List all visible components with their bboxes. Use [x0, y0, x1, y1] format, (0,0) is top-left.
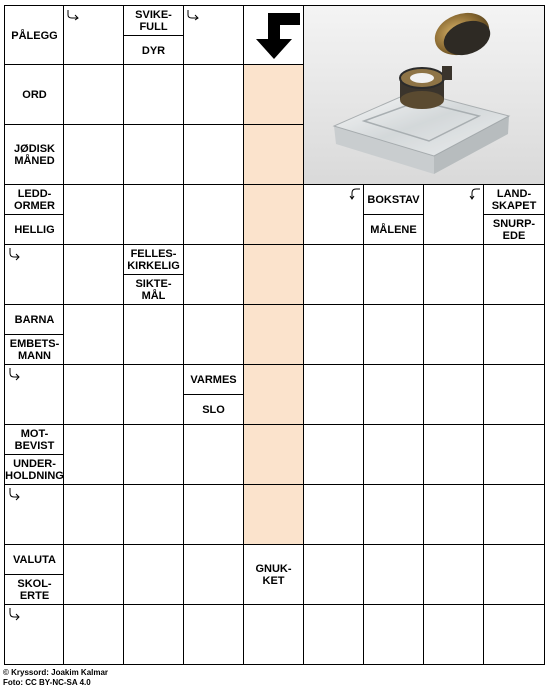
answer-cell[interactable] [64, 305, 124, 365]
clue-ord: ORD [22, 88, 47, 101]
clue-cell [484, 185, 545, 245]
answer-cell[interactable] [424, 305, 484, 365]
answer-cell[interactable] [244, 605, 304, 665]
answer-cell[interactable] [64, 605, 124, 665]
answer-cell[interactable] [184, 485, 244, 545]
answer-cell[interactable] [184, 305, 244, 365]
answer-cell[interactable] [484, 485, 545, 545]
answer-cell[interactable] [364, 605, 424, 665]
answer-cell[interactable] [364, 245, 424, 305]
answer-cell[interactable] [364, 485, 424, 545]
answer-cell[interactable] [304, 425, 364, 485]
answer-cell[interactable] [484, 305, 545, 365]
answer-cell[interactable] [184, 185, 244, 245]
answer-cell[interactable] [304, 605, 364, 665]
clue-cell [4, 5, 64, 65]
answer-cell[interactable] [4, 485, 64, 545]
answer-cell[interactable] [64, 185, 124, 245]
clue-cell [184, 365, 244, 425]
clue-cell [4, 185, 64, 245]
answer-cell[interactable] [184, 5, 244, 65]
clue-cell [4, 125, 64, 185]
clue-cell [124, 245, 184, 305]
solution-start-cell [244, 5, 304, 65]
answer-cell[interactable] [364, 305, 424, 365]
clue-jodisk-maned: JØDISK MÅNED [14, 142, 55, 167]
answer-cell[interactable] [424, 425, 484, 485]
clue-cell [124, 5, 184, 65]
answer-cell[interactable] [4, 605, 64, 665]
answer-cell[interactable] [124, 545, 184, 605]
clue-motbevist: MOT- BEVIST [5, 425, 64, 455]
arrow-down-right-icon [7, 487, 21, 501]
answer-cell[interactable] [64, 545, 124, 605]
answer-cell[interactable] [124, 605, 184, 665]
answer-cell[interactable] [124, 425, 184, 485]
clue-valuta: VALUTA [5, 545, 64, 575]
solution-cell[interactable] [244, 485, 304, 545]
credit-crossword: © Kryssord: Joakim Kalmar [3, 668, 109, 677]
clue-gnukket: GNUK- KET [255, 562, 292, 587]
clue-cell [4, 425, 64, 485]
answer-cell[interactable] [304, 305, 364, 365]
clue-siktemal: SIKTE- MÅL [135, 277, 172, 302]
clue-cell [4, 545, 64, 605]
answer-cell[interactable] [64, 65, 124, 125]
answer-cell[interactable] [484, 545, 545, 605]
answer-cell[interactable] [64, 485, 124, 545]
answer-cell[interactable] [124, 185, 184, 245]
arrow-down-left-icon [468, 187, 482, 201]
answer-cell[interactable] [184, 245, 244, 305]
arrow-down-right-icon [7, 607, 21, 621]
clue-cell [4, 65, 64, 125]
answer-cell[interactable] [424, 605, 484, 665]
answer-cell[interactable] [484, 365, 545, 425]
clue-embetsmann: EMBETS- MANN [9, 337, 60, 362]
credit-photo: Foto: CC BY-NC-SA 4.0 [3, 678, 91, 687]
clue-snurpede: SNURP- EDE [492, 217, 536, 242]
answer-cell[interactable] [484, 605, 545, 665]
arrow-down-left-icon [348, 187, 362, 201]
answer-cell[interactable] [304, 485, 364, 545]
answer-cell[interactable] [124, 65, 184, 125]
clue-hellig: HELLIG [14, 223, 55, 236]
solution-cell[interactable] [244, 365, 304, 425]
solution-cell[interactable] [244, 245, 304, 305]
answer-cell[interactable] [424, 485, 484, 545]
answer-cell[interactable] [304, 185, 364, 245]
answer-cell[interactable] [184, 545, 244, 605]
clue-skolerte: SKOL- ERTE [17, 577, 52, 602]
answer-cell[interactable] [184, 605, 244, 665]
clue-leddormer: LEDD- ORMER [5, 185, 64, 215]
answer-cell[interactable] [184, 65, 244, 125]
answer-cell[interactable] [64, 245, 124, 305]
solution-cell[interactable] [244, 425, 304, 485]
clue-malene: MÅLENE [370, 223, 417, 236]
credits [3, 668, 108, 688]
answer-cell[interactable] [484, 245, 545, 305]
clue-slo: SLO [202, 403, 225, 416]
solution-cell[interactable] [244, 185, 304, 245]
glass-inkwell-icon [304, 6, 545, 185]
solution-cell[interactable] [244, 65, 304, 125]
clue-underholdning: UNDER- HOLDNING [5, 457, 64, 482]
clue-cell [244, 545, 304, 605]
clue-bokstav: BOKSTAV [364, 185, 423, 215]
arrow-down-right-icon [7, 247, 21, 261]
clue-svikefull: SVIKE- FULL [124, 6, 183, 36]
answer-cell[interactable] [124, 485, 184, 545]
answer-cell[interactable] [304, 365, 364, 425]
answer-cell[interactable] [64, 5, 124, 65]
answer-cell[interactable] [424, 545, 484, 605]
clue-barna: BARNA [5, 305, 64, 335]
answer-cell[interactable] [304, 245, 364, 305]
answer-cell[interactable] [4, 245, 64, 305]
answer-cell[interactable] [364, 365, 424, 425]
answer-cell[interactable] [124, 305, 184, 365]
clue-palegg: PÅLEGG [11, 29, 58, 42]
answer-cell[interactable] [484, 425, 545, 485]
arrow-right-icon [185, 9, 201, 21]
answer-cell[interactable] [364, 425, 424, 485]
answer-cell[interactable] [64, 425, 124, 485]
answer-cell[interactable] [364, 545, 424, 605]
clue-dyr: DYR [141, 44, 166, 57]
clue-cell [364, 185, 424, 245]
answer-cell[interactable] [424, 185, 484, 245]
answer-cell[interactable] [424, 245, 484, 305]
clue-landskapet: LAND- SKAPET [484, 185, 544, 215]
answer-cell[interactable] [184, 125, 244, 185]
answer-cell[interactable] [64, 125, 124, 185]
answer-cell[interactable] [4, 365, 64, 425]
arrow-right-icon [65, 9, 81, 21]
crossword-grid [4, 5, 545, 665]
inkwell-photo [304, 5, 545, 185]
answer-cell[interactable] [424, 365, 484, 425]
big-arrow-down-icon [246, 11, 302, 61]
clue-cell [4, 305, 64, 365]
answer-cell[interactable] [184, 425, 244, 485]
answer-cell[interactable] [124, 365, 184, 425]
answer-cell[interactable] [124, 125, 184, 185]
clue-varmes: VARMES [184, 365, 243, 395]
solution-cell[interactable] [244, 305, 304, 365]
clue-felleskirkelig: FELLES- KIRKELIG [124, 245, 183, 275]
arrow-down-right-icon [7, 367, 21, 381]
answer-cell[interactable] [64, 365, 124, 425]
answer-cell[interactable] [304, 545, 364, 605]
solution-cell[interactable] [244, 125, 304, 185]
